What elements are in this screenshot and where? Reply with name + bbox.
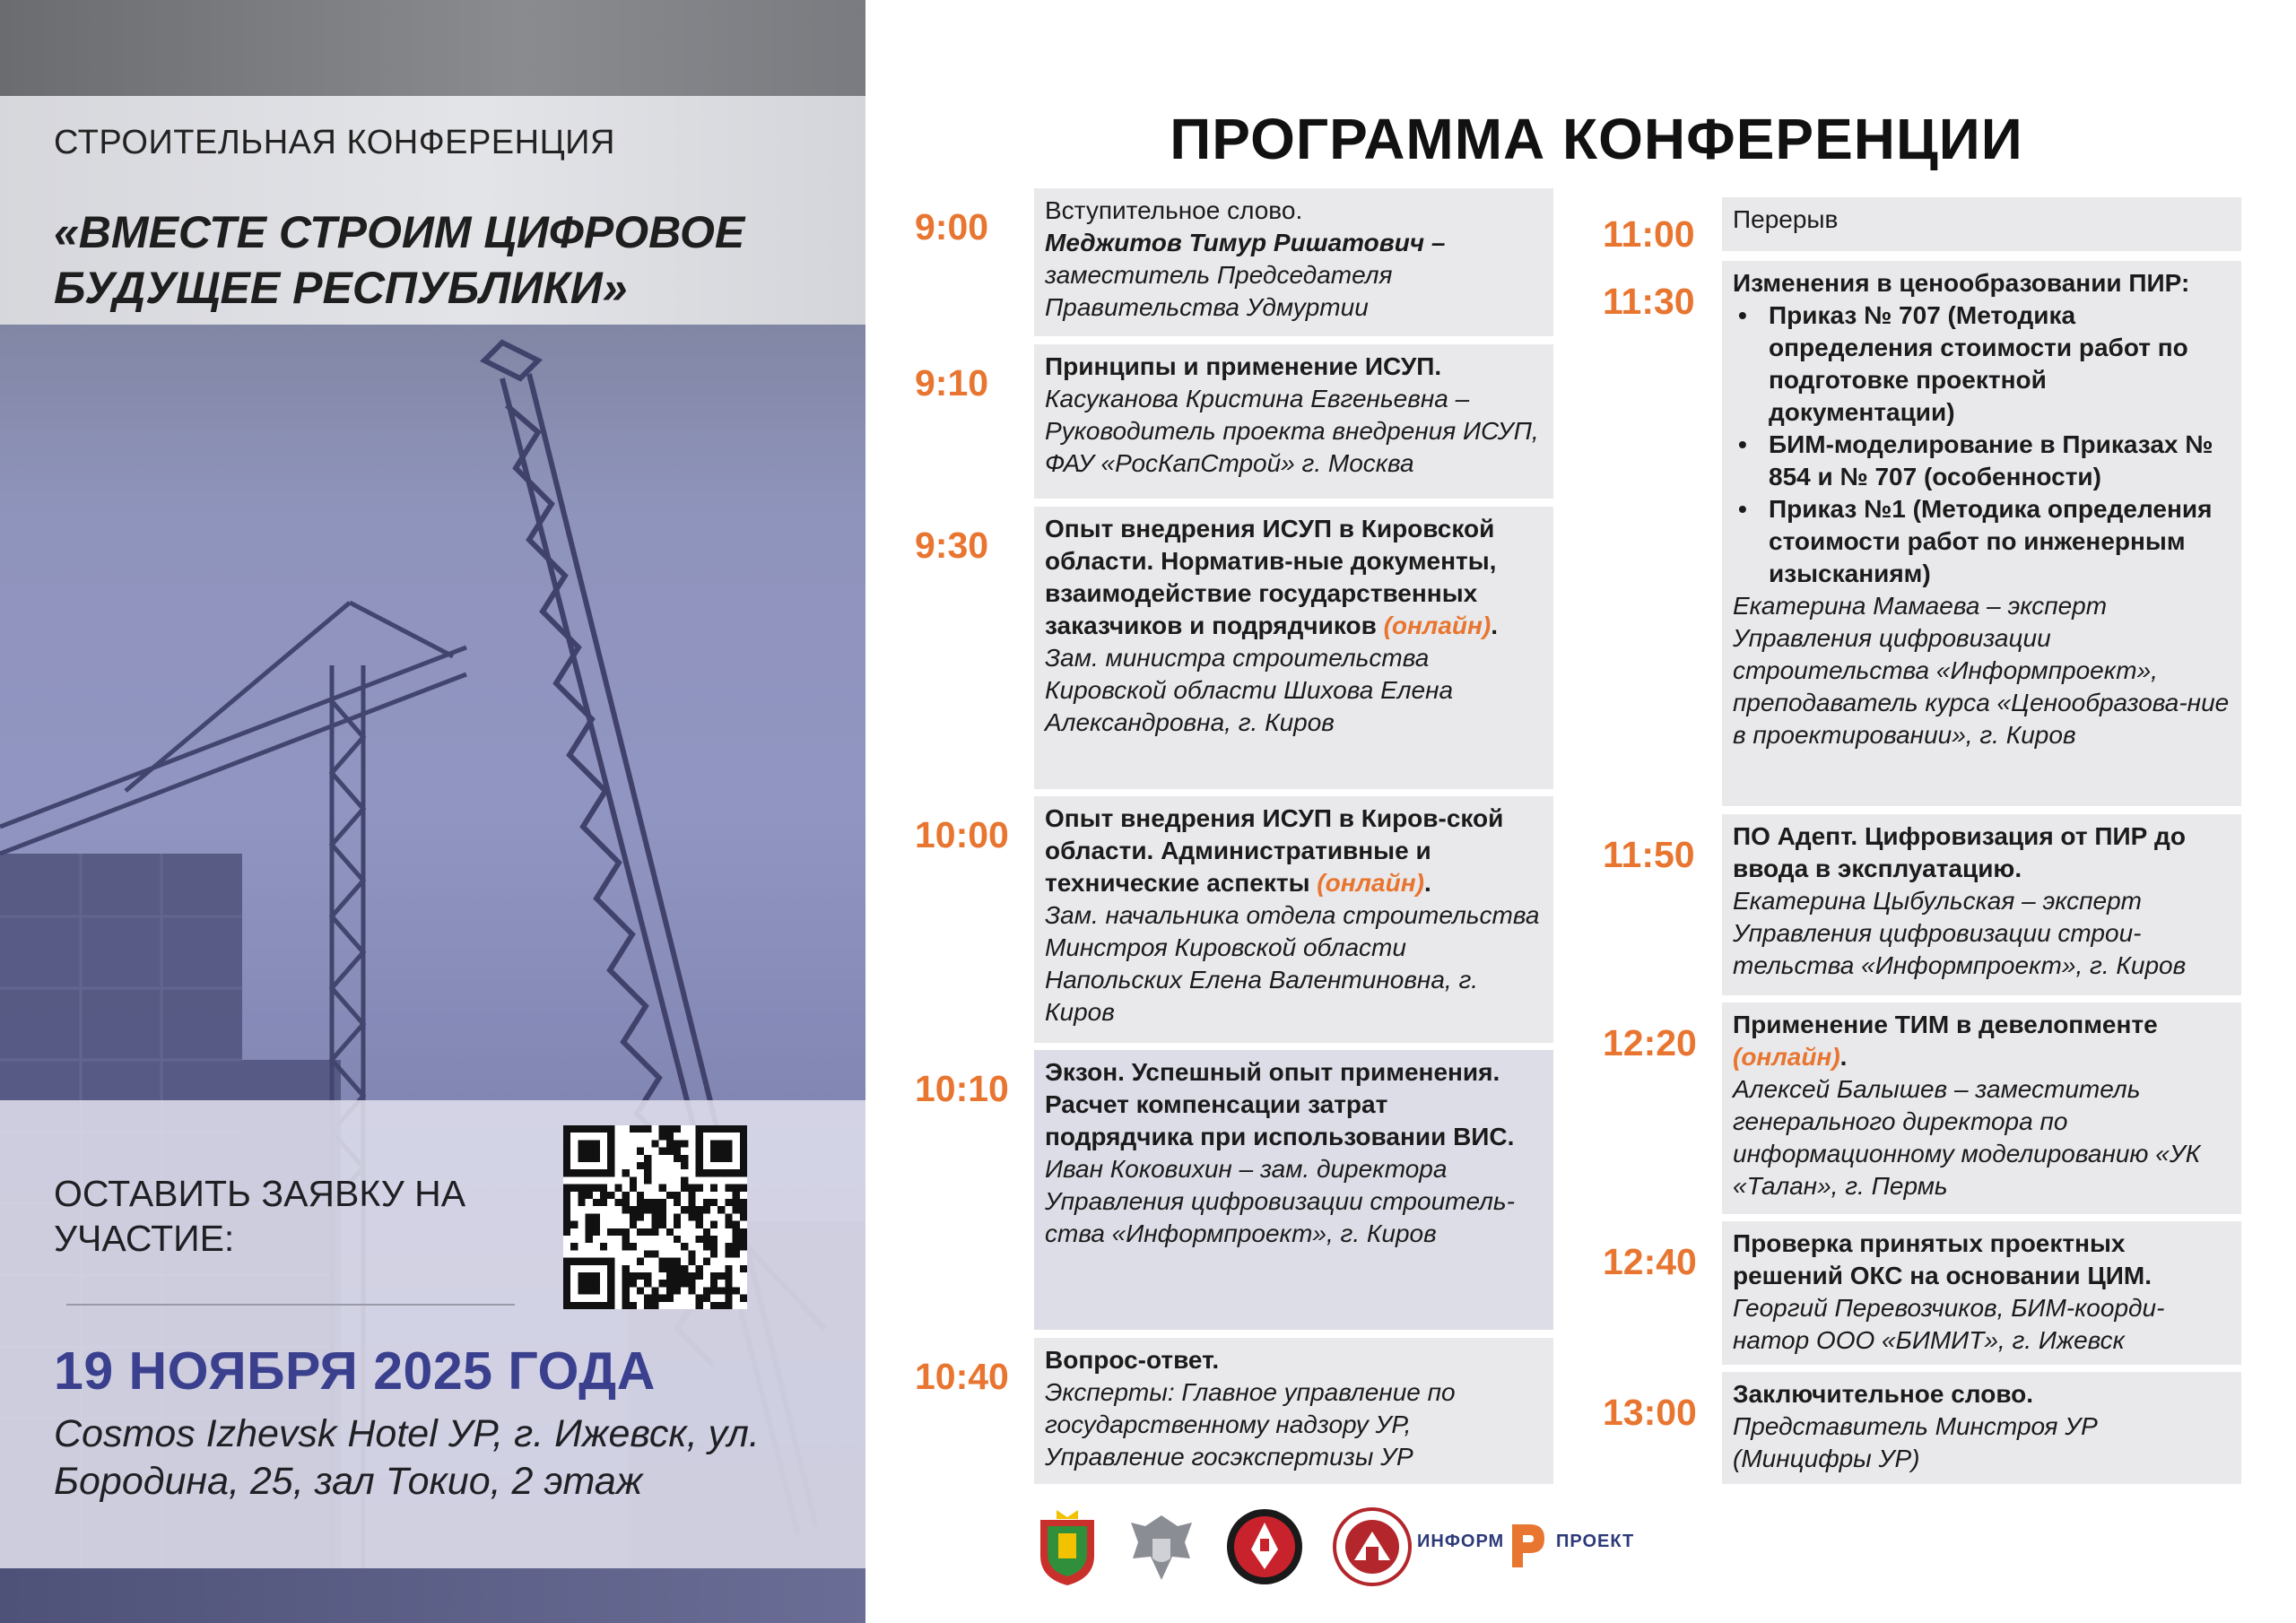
online-tag: (онлайн) (1733, 1043, 1840, 1071)
top-strip (0, 0, 865, 96)
item-time: 11:00 (1603, 213, 1695, 255)
coat-of-arms-icon (1031, 1506, 1103, 1587)
item-bullets (1733, 299, 2231, 590)
item-topic: Опыт внедрения ИСУП в Киров-ской области. Административные и технические аспекты (онлайн). (1045, 804, 1504, 897)
bullet-item: • Приказ №1 (Методика определения стоимости работ по инженерным изысканиям) (1733, 493, 2231, 590)
apply-label: ОСТАВИТЬ ЗАЯВКУ НА УЧАСТИЕ: (54, 1173, 466, 1259)
bullet-item: • Приказ № 707 (Методика определения стоимости работ по подготовке проектной документации) (1733, 299, 2231, 429)
bottom-band (0, 1568, 865, 1623)
item-box (1034, 188, 1553, 336)
inform-text: ИНФОРМ (1417, 1532, 1505, 1551)
item-topic: Заключительное слово. (1733, 1380, 2034, 1408)
item-box (1722, 261, 2241, 806)
online-tag: (онлайн) (1383, 612, 1492, 639)
item-time: 13:00 (1603, 1392, 1697, 1433)
item-time: 9:10 (915, 362, 989, 404)
qr-code-icon[interactable] (563, 1125, 747, 1309)
item-topic: Экзон. Успешный опыт применения. Расчет компенсации затрат подрядчика при использовании ВИС. (1045, 1058, 1515, 1150)
item-box (1722, 1221, 2241, 1365)
item-topic: Проверка принятых проектных решений ОКС на основании ЦИМ. (1733, 1229, 2152, 1289)
item-time: 9:00 (915, 206, 989, 247)
item-box (1722, 1002, 2241, 1214)
bullet-item: • БИМ-моделирование в Приказах № 854 и № 707 (особенности) (1733, 429, 2231, 493)
item-box (1034, 507, 1553, 789)
item-time: 9:30 (915, 525, 989, 566)
udmurt-emblem-icon (1224, 1506, 1305, 1587)
item-box (1722, 197, 2241, 251)
item-details: Представитель Минстроя УР (Минцифры УР) (1733, 1412, 2098, 1472)
item-topic: Перерыв (1733, 205, 1839, 233)
item-topic: Опыт внедрения ИСУП в Кировской области. Норматив-ные документы, взаимодействие государственных заказчиков и подрядчиков (онлайн). (1045, 515, 1499, 639)
item-topic: ПО Адепт. Цифровизация от ПИР до ввода в эксплуатацию. (1733, 822, 2186, 882)
item-box (1034, 1338, 1553, 1484)
item-details: Зам. начальника отдела строительства Минстроя Кировской области Напольских Елена Валентиновна, г. Киров (1045, 901, 1540, 1026)
event-date: 19 НОЯБРЯ 2025 ГОДА (54, 1341, 656, 1401)
item-box (1722, 814, 2241, 995)
item-intro: Вступительное слово. (1045, 196, 1303, 224)
item-details: Касуканова Кристина Евгеньевна – Руководитель проекта внедрения ИСУП, ФАУ «РосКапСтрой» г. Москва (1045, 385, 1539, 477)
item-details: Алексей Балышев – заместитель генерального директора по информационному моделированию «УК «Талан», г. Пермь (1733, 1075, 2201, 1200)
online-tag: (онлайн) (1317, 869, 1424, 897)
eagle-emblem-icon (1126, 1506, 1197, 1587)
item-box (1034, 796, 1553, 1043)
item-details: Эксперты: Главное управление по государственному надзору УР, Управление госэкспертизы УР (1045, 1378, 1456, 1471)
conference-title: «ВМЕСТЕ СТРОИМ ЦИФРОВОЕ БУДУЩЕЕ РЕСПУБЛИКИ» (54, 207, 745, 313)
item-topic: Изменения в ценообразовании ПИР: (1733, 269, 2190, 297)
item-topic: Принципы и применение ИСУП. (1045, 352, 1442, 380)
item-box (1722, 1372, 2241, 1484)
item-time: 10:00 (915, 814, 1009, 855)
item-details: Георгий Перевозчиков, БИМ-коорди-натор ООО «БИМИТ», г. Ижевск (1733, 1294, 2165, 1354)
item-details: Екатерина Мамаева – эксперт Управления цифровизации строительства «Информпроект», преподаватель курса «Ценообразова-ние в проектировании», г. Киров (1733, 592, 2230, 749)
item-box (1034, 344, 1553, 499)
item-time: 11:50 (1603, 834, 1695, 875)
item-details: заместитель Председателя Правительства Удмуртии (1045, 261, 1393, 321)
proekt-text: ПРОЕКТ (1556, 1532, 1635, 1551)
construction-emblem-icon (1332, 1506, 1413, 1587)
item-time: 10:10 (915, 1068, 1009, 1109)
item-time: 12:20 (1603, 1022, 1697, 1063)
item-time: 10:40 (915, 1356, 1009, 1397)
informproekt-logo-icon (1509, 1523, 1548, 1569)
item-topic: Вопрос-ответ. (1045, 1346, 1220, 1374)
program-title: ПРОГРАММА КОНФЕРЕНЦИИ (1170, 107, 2023, 171)
left-panel (0, 0, 865, 1623)
event-venue: Cosmos Izhevsk Hotel УР, г. Ижевск, ул. Бородина, 25, зал Токио, 2 этаж (54, 1412, 760, 1503)
item-box (1034, 1050, 1553, 1330)
item-details: Екатерина Цыбульская – эксперт Управления цифровизации строи-тельства «Информпроект», г. Киров (1733, 887, 2187, 979)
item-time: 11:30 (1603, 281, 1695, 322)
item-speaker: Меджитов Тимур Ришатович – (1045, 229, 1446, 256)
divider (66, 1304, 515, 1306)
item-details: Иван Коковихин – зам. директора Управления цифровизации строитель-ства «Информпроект», г. Киров (1045, 1155, 1515, 1247)
conference-kind: СТРОИТЕЛЬНАЯ КОНФЕРЕНЦИЯ (54, 124, 615, 161)
item-topic: Применение ТИМ в девелопменте (онлайн). (1733, 1011, 2158, 1071)
item-details: Зам. министра строительства Кировской области Шихова Елена Александровна, г. Киров (1045, 644, 1454, 736)
item-time: 12:40 (1603, 1241, 1697, 1282)
